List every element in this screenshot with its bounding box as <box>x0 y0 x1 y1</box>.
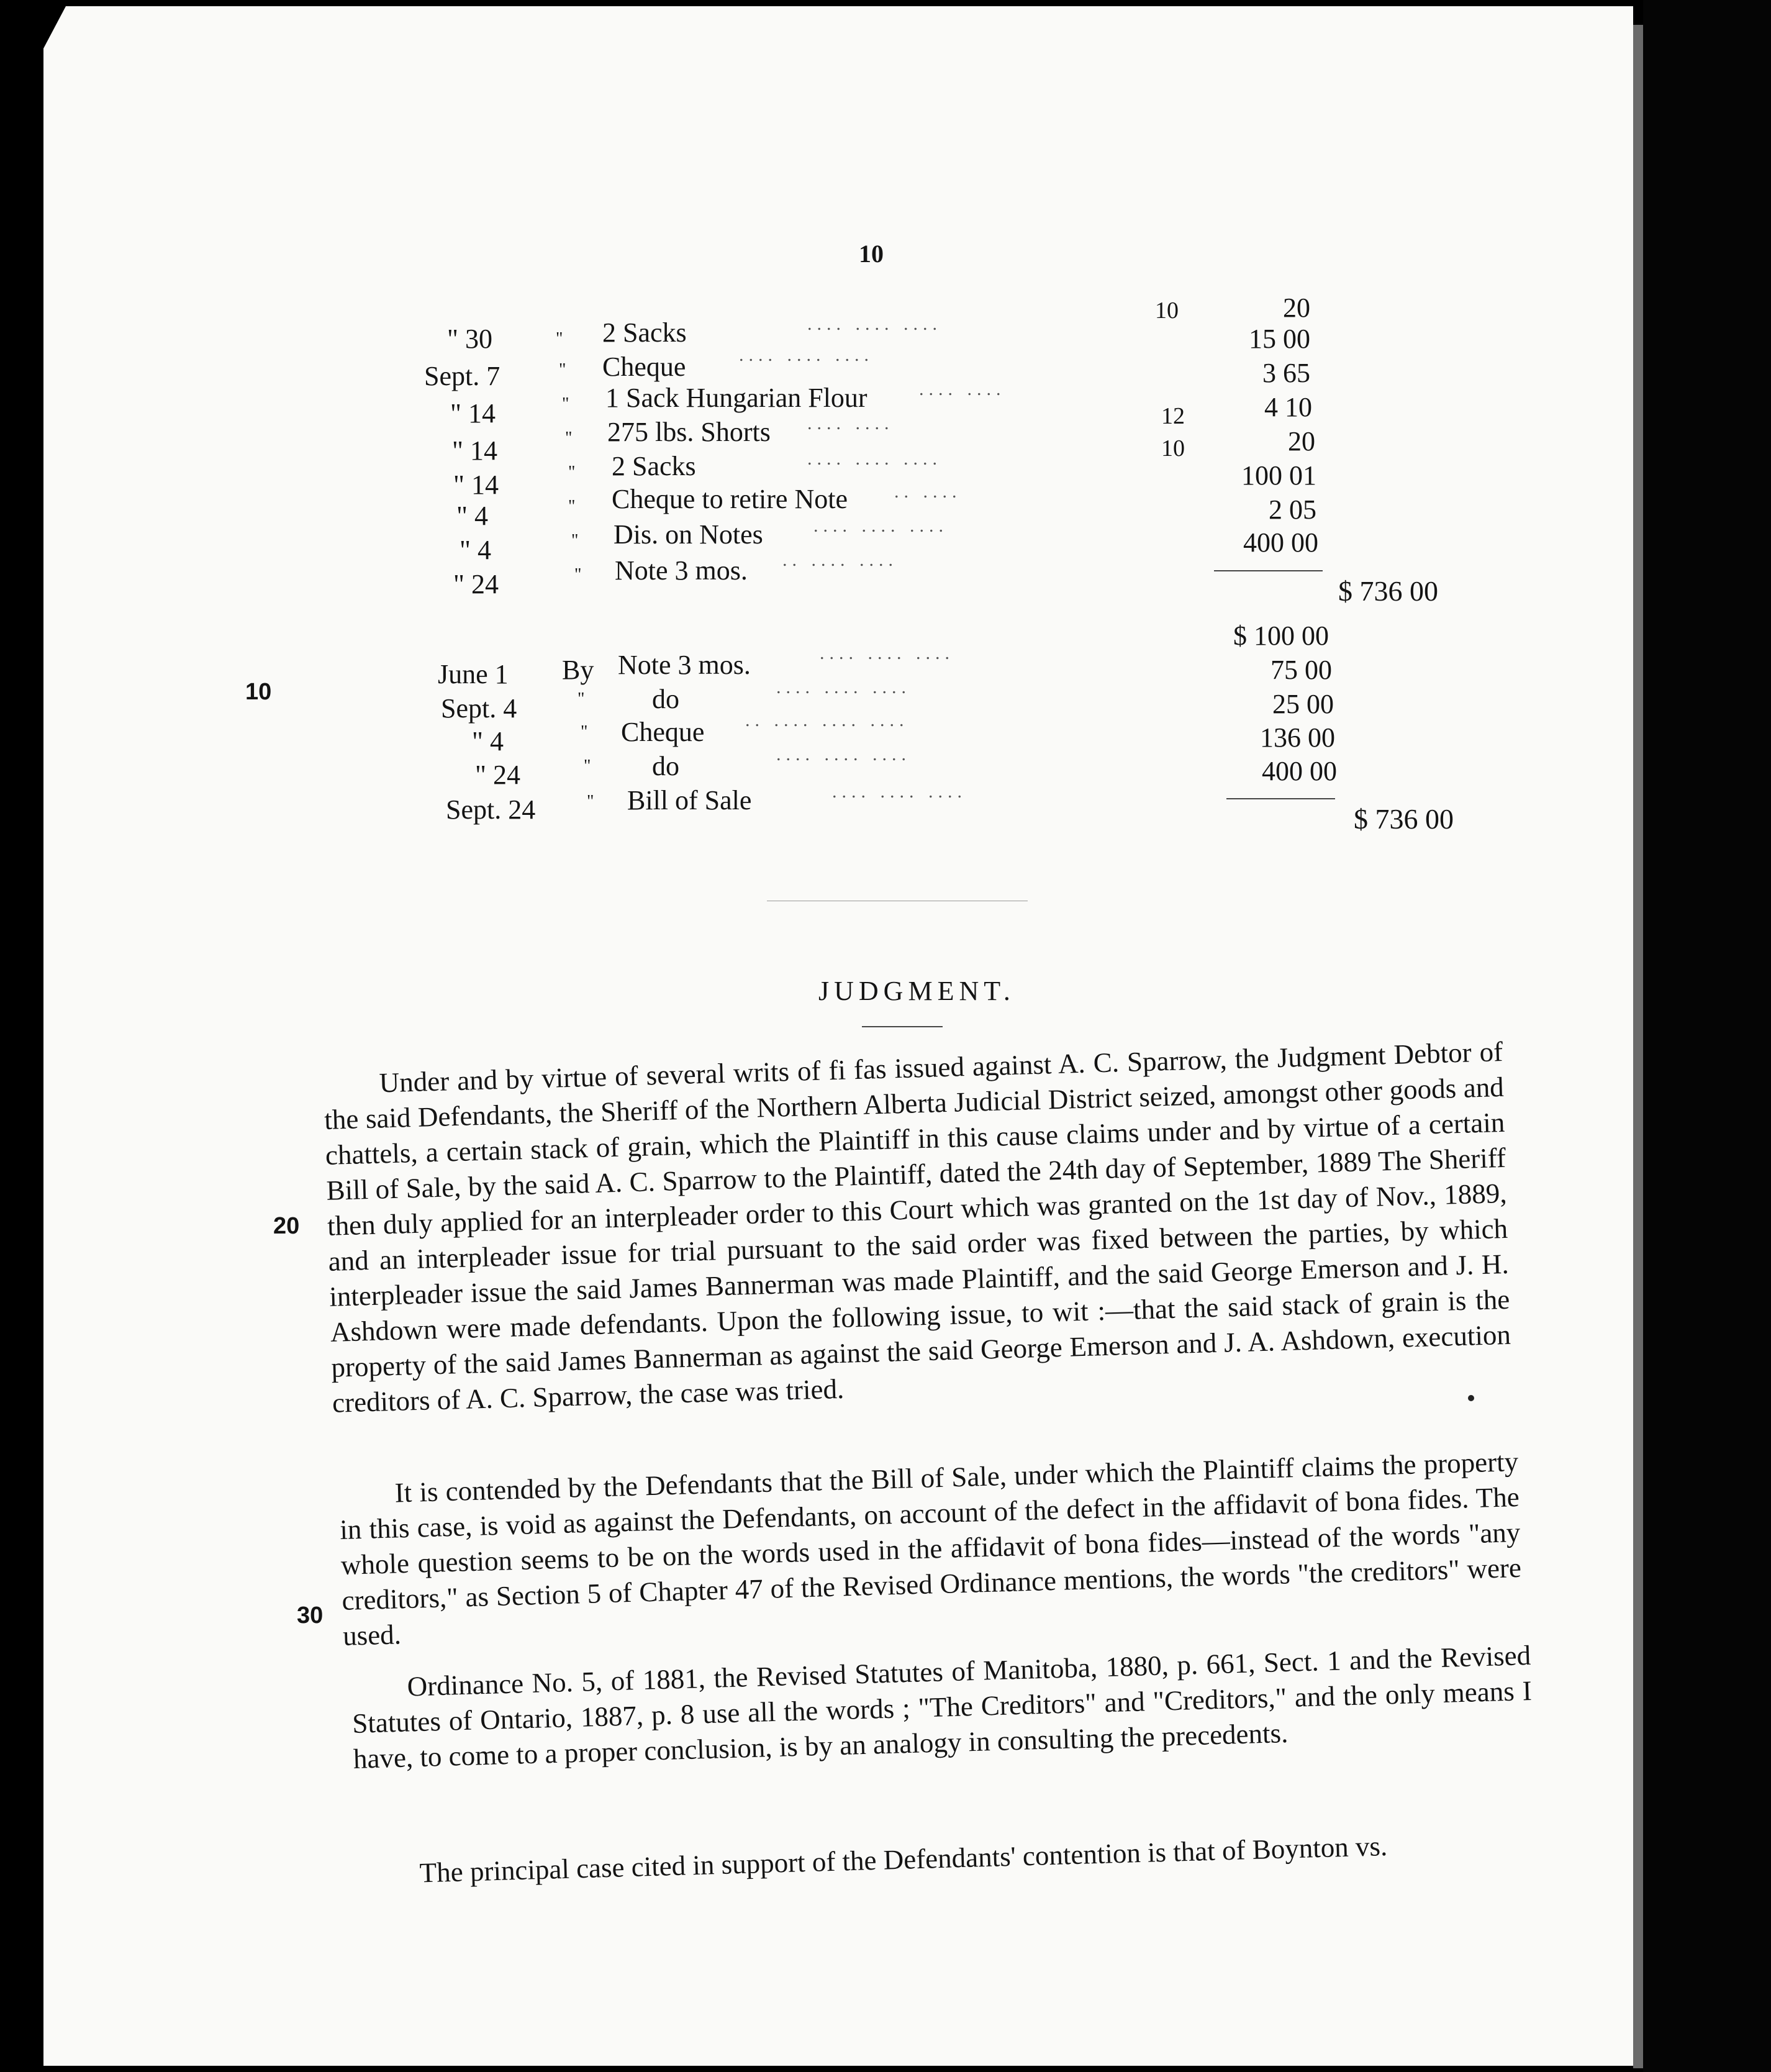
entry-date: " 4 <box>456 501 488 531</box>
dot-leader: .. .... <box>894 481 962 502</box>
dot-leader: .... .... .... <box>739 345 874 365</box>
entry-item: do <box>652 684 679 714</box>
dot-leader: .... .... .... <box>820 643 954 663</box>
entry-date: " 30 <box>447 324 492 354</box>
entry-amount: 400 00 <box>1243 527 1318 558</box>
entry-item: Cheque <box>602 352 686 382</box>
entry-item: 1 Sack Hungarian Flour <box>605 383 867 413</box>
ditto-mark: " <box>581 722 588 742</box>
entry-ditto: By <box>562 655 594 685</box>
dot-leader: .... .... .... <box>813 516 948 536</box>
entry-item: Note 3 mos. <box>615 555 748 586</box>
scan-border <box>1643 0 1771 2072</box>
entry-item: Cheque <box>621 717 705 747</box>
sum-rule <box>1226 798 1335 799</box>
judgment-title: JUDGMENT. <box>818 976 1015 1006</box>
entry-date: June 1 <box>438 659 509 689</box>
title-underline <box>862 1026 943 1027</box>
judgment-paragraph <box>338 1444 1523 1654</box>
ditto-mark: " <box>584 757 591 776</box>
entry-date: " 24 <box>475 760 520 790</box>
dot-leader: .... .... <box>807 413 894 434</box>
entry-date: Sept. 24 <box>446 794 536 825</box>
credit-total: $ 736 00 <box>1354 803 1454 835</box>
entry-item: Cheque to retire Note <box>612 484 848 514</box>
dot-leader: .. .... .... <box>782 550 898 570</box>
entry-side-value: 10 <box>1161 435 1185 461</box>
entry-amount: $ 100 00 <box>1233 620 1329 651</box>
paragraph-text: Under and by virtue of several writs of fi fas issued against A. C. Sparrow, the Judgment Debtor of the said Defendants, the Sheriff of the Northern Alberta Judicial District seized, amongst other goods and chattels, a certain stack of grain, which the Plaintiff in this cause claims under and by virtue of a certain Bill of Sale, by the said A. C. Sparrow to the Plaintiff, dated the 24th day of September, 1889 The Sheriff then duly applied for an interpleader order to this Court which was granted on the 1st day of Nov., 1889, and an interpleader issue for trial pursuant to the said order was fixed between the parties, by which interpleader issue the said James Bannerman was made Plaintiff, and the said George Emerson and J. H. Ashdown were made defendants. Upon the following issue, to wit :—that the said stack of grain is the property of the said James Bannerman as against the said George Emerson and J. A. Ashdown, execution creditors of A. C. Sparrow, the case was tried. <box>324 1035 1511 1419</box>
entry-item: Dis. on Notes <box>614 519 763 550</box>
margin-line-number: 10 <box>245 679 272 705</box>
entry-amount: 4 10 <box>1264 392 1312 422</box>
dot-leader: .... .... .... <box>832 781 967 802</box>
entry-date: Sept. 7 <box>424 361 500 391</box>
entry-side-value: 12 <box>1161 403 1185 429</box>
entry-item: 2 Sacks <box>602 317 687 348</box>
paragraph-text: The principal case cited in support of the Defendants' contention is that of Boynton vs. <box>419 1830 1388 1889</box>
entry-item: 275 lbs. Shorts <box>607 417 771 447</box>
entry-date: " 4 <box>460 535 491 565</box>
sum-rule <box>1214 570 1323 571</box>
dot-leader: .... .... .... <box>807 448 942 469</box>
entry-item: Note 3 mos. <box>618 650 751 680</box>
margin-line-number: 20 <box>273 1213 300 1239</box>
entry-item: Bill of Sale <box>627 785 752 816</box>
page-edge-shadow <box>1633 25 1643 2068</box>
dot-leader: .. .... .... .... <box>745 710 909 730</box>
ditto-mark: " <box>568 463 576 482</box>
entry-amount: 100 01 <box>1241 460 1316 491</box>
ditto-mark: " <box>559 360 566 379</box>
entry-side-value: 10 <box>1155 298 1179 324</box>
judgment-paragraph <box>323 1034 1512 1421</box>
entry-date: " 14 <box>453 470 499 500</box>
entry-item: do <box>652 751 679 781</box>
dot-leader: .... .... .... <box>807 314 942 334</box>
entry-amount: 136 00 <box>1260 722 1335 753</box>
dot-leader: .... .... .... <box>776 744 911 765</box>
paragraph-text: Ordinance No. 5, of 1881, the Revised Statutes of Manitoba, 1880, p. 661, Sect. 1 and the Revised Statutes of Ontario, 1887, p. 8 use all the words ; "The Creditors" and "Creditors," and the only means I have, to come to a proper conclusion, is by an analogy in consulting the precedents. <box>351 1639 1533 1774</box>
entry-amount: 20 <box>1288 426 1315 457</box>
margin-line-number: 30 <box>297 1602 324 1629</box>
entry-amount: 75 00 <box>1270 655 1332 685</box>
account-row <box>447 323 492 355</box>
dot-leader: .... .... <box>919 379 1006 399</box>
page-number: 10 <box>859 240 884 268</box>
entry-amount: 2 05 <box>1269 494 1316 525</box>
entry-amount: 20 <box>1283 293 1310 323</box>
entry-amount: 3 65 <box>1262 358 1310 388</box>
dot-leader: .... .... .... <box>776 677 911 697</box>
entry-date: Sept. 4 <box>441 693 517 724</box>
ditto-mark: " <box>574 565 582 584</box>
ditto-mark: " <box>568 497 576 516</box>
entry-date: " 24 <box>453 569 499 599</box>
ditto-mark: " <box>565 429 573 448</box>
entry-date: " 14 <box>452 435 497 466</box>
ditto-mark: " <box>562 394 569 414</box>
ditto-mark: " <box>587 792 594 811</box>
entry-date: " 4 <box>472 726 504 757</box>
debit-total: $ 736 00 <box>1338 575 1438 607</box>
ditto-mark: " <box>578 689 585 709</box>
entry-amount: 400 00 <box>1262 756 1337 786</box>
entry-amount: 25 00 <box>1272 689 1334 719</box>
entry-item: 2 Sacks <box>612 451 696 481</box>
ditto-mark: " <box>571 531 579 550</box>
ditto-mark: " <box>556 329 563 348</box>
ink-speck <box>1468 1395 1474 1401</box>
entry-amount: 15 00 <box>1249 324 1310 354</box>
paragraph-text: It is contended by the Defendants that the Bill of Sale, under which the Plaintiff claims the property in this case, is void as against the Defendants, on account of the defect in the affidavit of bona fides. The whole question seems to be on the words used in the affidavit of bona fides—instead of the words "any creditors," as Section 5 of Chapter 47 of the Revised Ordinance mentions, the words "the creditors" were used. <box>339 1445 1522 1652</box>
entry-date: " 14 <box>450 398 496 429</box>
